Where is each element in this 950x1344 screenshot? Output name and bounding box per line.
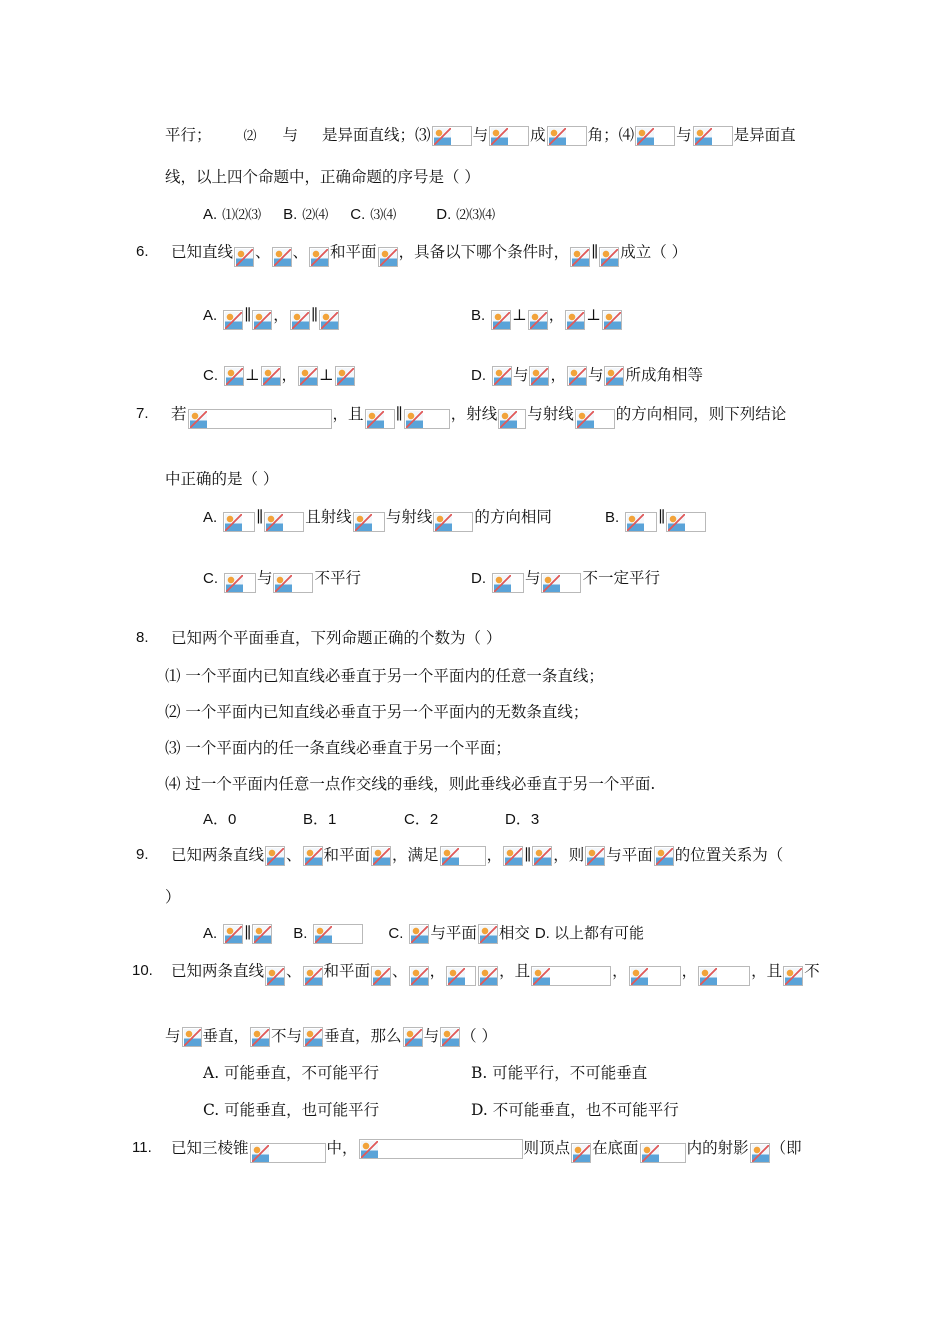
option-c-value: ⑶⑷	[370, 208, 397, 223]
q10-stem	[171, 960, 820, 986]
option-a-label: A.	[203, 206, 218, 223]
q11-text: 则顶点	[523, 1139, 571, 1157]
formula-image	[359, 1139, 523, 1159]
formula-image	[224, 366, 244, 386]
formula-image	[303, 846, 323, 866]
q8-option-d: D．3	[505, 811, 540, 828]
q10-option-c: C. 可能垂直，也可能平行	[203, 1101, 380, 1119]
formula-image	[272, 247, 292, 267]
q10-text: （ ）	[461, 1027, 498, 1045]
option-c-label: C.	[203, 367, 218, 384]
formula-image	[575, 409, 615, 429]
q5-line1	[165, 124, 796, 148]
q10-line2	[165, 1025, 497, 1047]
q5-text: 与	[472, 126, 489, 144]
q10-option-d: D. 不可能垂直，也不可能平行	[471, 1101, 679, 1119]
formula-image	[319, 310, 339, 330]
q7-text: 若	[171, 405, 187, 423]
formula-image	[440, 1027, 460, 1047]
formula-image	[640, 1143, 686, 1163]
formula-image	[491, 310, 511, 330]
q11-text: 在底面	[592, 1139, 639, 1157]
formula-image	[250, 1143, 326, 1163]
formula-image	[432, 126, 472, 146]
q10-option-a: A. 可能垂直，不可能平行	[203, 1064, 380, 1082]
option-b-label: B.	[283, 206, 298, 223]
q10-text: 与	[165, 1027, 181, 1045]
formula-image	[599, 247, 619, 267]
option-d-label: D.	[471, 570, 486, 587]
formula-image	[409, 924, 429, 944]
q9-text: ，则	[553, 846, 585, 864]
formula-image	[532, 846, 552, 866]
formula-image	[404, 409, 450, 429]
q6-text: 成立（ ）	[620, 243, 688, 261]
q6-text: 与	[512, 366, 529, 384]
formula-image	[478, 924, 498, 944]
formula-image	[571, 1143, 591, 1163]
formula-image	[378, 247, 398, 267]
formula-image	[223, 512, 255, 532]
q6-text: ，具备以下哪个条件时，	[398, 243, 570, 261]
q5-text: 角；⑷	[587, 126, 635, 144]
q5-options	[203, 203, 495, 227]
q9-text: 与平面	[606, 846, 653, 864]
formula-image	[261, 366, 281, 386]
q7-text: ，且	[332, 405, 364, 423]
formula-image	[654, 846, 674, 866]
q8-proposition-3: ⑶ 一个平面内的任一条直线必垂直于另一个平面；	[165, 739, 511, 757]
q7-text: 且射线	[305, 508, 352, 526]
formula-image	[303, 1027, 323, 1047]
q10-text: ，且	[499, 962, 531, 980]
q7-text: ，射线	[450, 405, 498, 423]
q7-text: ∥	[658, 508, 666, 526]
formula-image	[547, 126, 587, 146]
formula-image	[265, 846, 285, 866]
formula-image	[567, 366, 587, 386]
q6-text: ，	[281, 366, 298, 384]
q6-text: 和平面	[330, 243, 377, 261]
formula-image	[528, 310, 548, 330]
q7-stem	[171, 403, 786, 429]
q7-option-b	[605, 506, 707, 532]
question-number: 10.	[132, 962, 153, 979]
q7-text: 与	[256, 569, 273, 587]
q10-text: ，	[681, 962, 698, 980]
formula-image	[604, 366, 624, 386]
formula-image	[529, 366, 549, 386]
formula-image	[188, 409, 332, 429]
q7-option-d	[471, 567, 660, 593]
q7-text: 不平行	[314, 569, 361, 587]
q5-text: 是异面直	[733, 126, 796, 144]
formula-image	[492, 573, 524, 593]
formula-image	[409, 966, 429, 986]
q6-text: ⊥	[244, 366, 260, 384]
q6-text: ，	[550, 366, 566, 384]
formula-image	[313, 924, 363, 944]
formula-image	[635, 126, 675, 146]
formula-image	[273, 573, 313, 593]
q7-text: 的方向相同，则下列结论	[615, 405, 787, 423]
q9-text: 与平面	[430, 924, 477, 942]
formula-image	[783, 966, 803, 986]
q11-stem	[171, 1137, 802, 1163]
option-c-label: C.	[388, 925, 404, 942]
q8-option-b: B．1	[303, 811, 337, 828]
formula-image	[489, 126, 529, 146]
q5-text: 是异面直线；⑶	[322, 126, 431, 144]
q6-text: ⊥	[512, 306, 527, 324]
formula-image	[602, 310, 622, 330]
q8-option-c: C．2	[404, 811, 439, 828]
q6-text: ，	[273, 306, 289, 324]
formula-image	[541, 573, 581, 593]
q8-proposition-4: ⑷ 过一个平面内任意一点作交线的垂线，则此垂线必垂直于另一个平面.	[165, 775, 656, 793]
q7-text: 与	[524, 569, 541, 587]
q6-text: ∥	[591, 243, 599, 261]
formula-image	[478, 966, 498, 986]
q10-text: ，且	[751, 962, 783, 980]
question-number: 7.	[136, 405, 149, 422]
question-number: 6.	[136, 243, 149, 260]
q9-text: ∥	[244, 924, 252, 942]
q8-option-a: A．0	[203, 811, 237, 828]
option-d-value: ⑵⑶⑷	[456, 208, 496, 223]
q10-text: 和平面	[323, 962, 371, 980]
q6-stem	[171, 241, 687, 267]
q10-text: 与	[423, 1027, 440, 1045]
option-c-label: C.	[350, 206, 366, 223]
formula-image	[264, 512, 304, 532]
q10-text: 不与	[271, 1027, 303, 1045]
formula-image	[403, 1027, 423, 1047]
formula-image	[290, 310, 310, 330]
formula-image	[440, 846, 486, 866]
q7-line2: 中正确的是（ ）	[165, 470, 279, 488]
option-a-value: ⑴⑵⑶	[222, 208, 262, 223]
formula-image	[223, 310, 243, 330]
formula-image	[629, 966, 681, 986]
q6-option-a	[203, 304, 340, 330]
formula-image	[531, 966, 611, 986]
option-c-label: C.	[203, 570, 218, 587]
q6-text: ，	[548, 306, 565, 324]
q6-text: 、	[255, 243, 271, 261]
q10-text: ，	[429, 962, 446, 980]
q6-text: 、	[292, 243, 309, 261]
q5-text: 平行；	[165, 126, 212, 144]
q6-text: ∥	[310, 306, 318, 324]
option-d: D. 以上都有可能	[534, 925, 644, 942]
q10-text: 垂直，	[202, 1027, 250, 1045]
q6-text: ∥	[244, 306, 252, 324]
q9-text: 和平面	[323, 846, 371, 864]
q7-text: ∥	[256, 508, 264, 526]
q11-text: 已知三棱锥	[171, 1139, 249, 1157]
q5-text: 与	[282, 126, 299, 144]
option-a-label: A.	[203, 307, 218, 324]
option-b-label: B.	[605, 509, 620, 526]
question-number: 9.	[136, 846, 149, 863]
q5-text: 与	[676, 126, 692, 144]
q10-text: ，	[612, 962, 628, 980]
q10-text: 、	[392, 962, 408, 980]
q9-text: 、	[286, 846, 302, 864]
q7-text: 不一定平行	[582, 569, 660, 587]
formula-image	[625, 512, 657, 532]
q9-text: ，满足	[392, 846, 439, 864]
q6-text: 与	[587, 366, 604, 384]
formula-image	[309, 247, 329, 267]
q6-text: ⊥	[586, 306, 601, 324]
formula-image	[666, 512, 706, 532]
q9-text: 已知两条直线	[171, 846, 265, 864]
q9-text: 相交	[498, 924, 530, 942]
formula-image	[371, 846, 391, 866]
q6-option-c	[203, 364, 356, 387]
q7-text: 的方向相同	[474, 508, 552, 526]
q10-text: 不	[804, 962, 820, 980]
formula-image	[303, 966, 323, 986]
formula-image	[565, 310, 585, 330]
formula-image	[698, 966, 750, 986]
q9-text: 的位置关系为（	[674, 846, 784, 864]
q8-proposition-2: ⑵ 一个平面内已知直线必垂直于另一个平面内的无数条直线；	[165, 703, 589, 721]
formula-image	[446, 966, 476, 986]
q6-option-b	[471, 304, 623, 330]
q10-text: 、	[286, 962, 302, 980]
option-d-label: D.	[436, 206, 452, 223]
formula-image	[265, 966, 285, 986]
formula-image	[693, 126, 733, 146]
formula-image	[223, 924, 243, 944]
q5-line2: 线，以上四个命题中，正确命题的序号是（ ）	[165, 168, 480, 186]
q6-text: ⊥	[319, 366, 334, 384]
q9-line2: ）	[165, 888, 181, 906]
question-number: 8.	[136, 629, 149, 646]
q8-proposition-1: ⑴ 一个平面内已知直线必垂直于另一个平面内的任意一条直线；	[165, 667, 604, 685]
q7-text: 与射线	[527, 405, 574, 423]
formula-image	[750, 1143, 770, 1163]
formula-image	[335, 366, 355, 386]
q6-text: 已知直线	[171, 243, 234, 261]
q7-text: ∥	[395, 405, 403, 423]
formula-image	[353, 512, 385, 532]
option-a-label: A.	[203, 509, 218, 526]
q6-text: 所成角相等	[625, 366, 703, 384]
formula-image	[252, 310, 272, 330]
q9-text: ，	[486, 846, 503, 864]
q10-option-b: B. 可能平行，不可能垂直	[471, 1064, 648, 1082]
q7-option-a	[203, 506, 552, 532]
formula-image	[585, 846, 605, 866]
q5-item-number: ⑵	[243, 129, 257, 144]
option-b-label: B.	[293, 925, 308, 942]
formula-image	[365, 409, 395, 429]
q9-options	[203, 922, 644, 945]
q9-stem	[171, 844, 783, 866]
q10-text: 已知两条直线	[171, 962, 265, 980]
formula-image	[182, 1027, 202, 1047]
q11-text: 内的射影	[686, 1139, 749, 1157]
formula-image	[298, 366, 318, 386]
q5-text: 成	[530, 126, 546, 144]
formula-image	[371, 966, 391, 986]
q11-text: （即	[770, 1139, 802, 1157]
formula-image	[570, 247, 590, 267]
q8-stem: 已知两个平面垂直，下列命题正确的个数为（ ）	[171, 629, 502, 647]
option-a-label: A.	[203, 925, 218, 942]
formula-image	[224, 573, 256, 593]
q11-text: 中，	[326, 1139, 358, 1157]
option-b-value: ⑵⑷	[302, 208, 329, 223]
q7-text: 与射线	[385, 508, 433, 526]
formula-image	[433, 512, 473, 532]
q6-option-d	[471, 364, 703, 387]
option-d-label: D.	[471, 367, 486, 384]
formula-image	[503, 846, 523, 866]
formula-image	[252, 924, 272, 944]
q7-option-c	[203, 567, 361, 593]
option-b-label: B.	[471, 307, 486, 324]
q10-text: 垂直，那么	[324, 1027, 402, 1045]
formula-image	[234, 247, 254, 267]
formula-image	[492, 366, 512, 386]
q9-text: ∥	[524, 846, 532, 864]
formula-image	[250, 1027, 270, 1047]
question-number: 11.	[132, 1139, 152, 1156]
formula-image	[498, 409, 526, 429]
